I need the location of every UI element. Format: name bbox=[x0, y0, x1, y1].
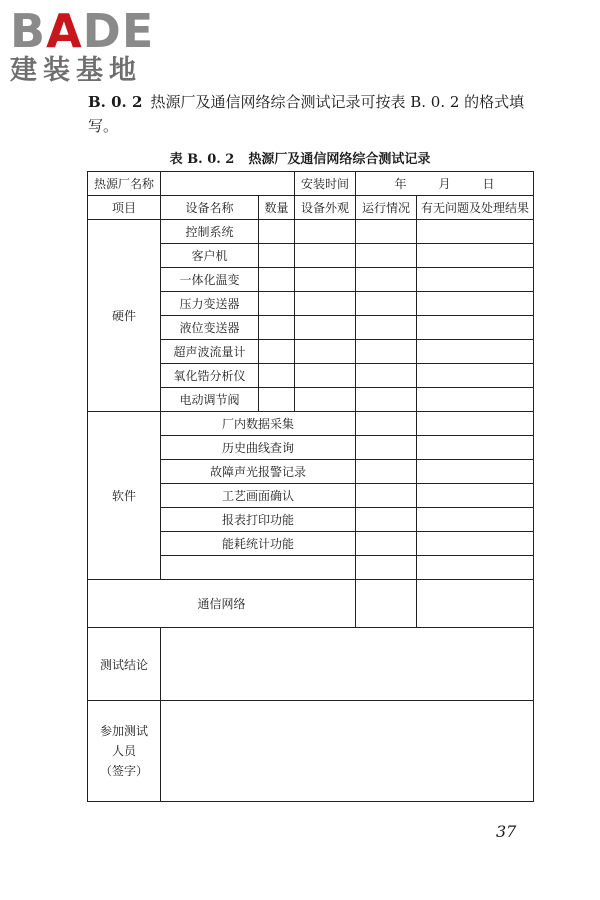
hardware-item: 一体化温变 bbox=[161, 268, 259, 292]
issues-cell[interactable] bbox=[417, 460, 534, 484]
test-record-table bbox=[87, 171, 534, 802]
operation-cell[interactable] bbox=[356, 436, 417, 460]
appearance-cell[interactable] bbox=[295, 340, 356, 364]
hardware-item: 控制系统 bbox=[161, 220, 259, 244]
software-item: 历史曲线查询 bbox=[161, 436, 356, 460]
appearance-cell[interactable] bbox=[295, 292, 356, 316]
table-caption bbox=[0, 148, 600, 167]
issues-cell[interactable] bbox=[417, 508, 534, 532]
logo-title: BADE bbox=[10, 4, 155, 58]
clause-number: B. 0. 2 bbox=[88, 93, 143, 111]
logo-accent-letter: A bbox=[46, 4, 83, 58]
operation-cell[interactable] bbox=[356, 316, 417, 340]
caption-title: 热源厂及通信网络综合测试记录 bbox=[248, 152, 431, 167]
software-item[interactable] bbox=[161, 556, 356, 580]
page-number: 37 bbox=[496, 822, 517, 841]
appearance-cell[interactable] bbox=[295, 220, 356, 244]
operation-cell[interactable] bbox=[356, 220, 417, 244]
table-row bbox=[88, 412, 534, 436]
issues-cell[interactable] bbox=[417, 292, 534, 316]
quantity-cell[interactable] bbox=[259, 340, 295, 364]
personnel-label bbox=[88, 701, 161, 802]
appearance-cell[interactable] bbox=[295, 268, 356, 292]
issues-cell[interactable] bbox=[417, 268, 534, 292]
operation-cell[interactable] bbox=[356, 460, 417, 484]
software-item: 工艺画面确认 bbox=[161, 484, 356, 508]
software-item: 能耗统计功能 bbox=[161, 532, 356, 556]
hardware-label: 硬件 bbox=[88, 220, 161, 412]
plant-name-value[interactable] bbox=[161, 172, 295, 196]
quantity-cell[interactable] bbox=[259, 268, 295, 292]
issues-cell[interactable] bbox=[417, 340, 534, 364]
quantity-cell[interactable] bbox=[259, 388, 295, 412]
table-row-info bbox=[88, 172, 534, 196]
table-row-network bbox=[88, 580, 534, 628]
date-month: 月 bbox=[438, 177, 451, 191]
header-quantity: 数量 bbox=[259, 196, 295, 220]
issues-cell[interactable] bbox=[417, 412, 534, 436]
header-appearance: 设备外观 bbox=[295, 196, 356, 220]
software-item: 厂内数据采集 bbox=[161, 412, 356, 436]
appearance-cell[interactable] bbox=[295, 364, 356, 388]
network-label: 通信网络 bbox=[88, 580, 356, 628]
plant-name-label: 热源厂名称 bbox=[88, 172, 161, 196]
operation-cell[interactable] bbox=[356, 364, 417, 388]
hardware-item: 客户机 bbox=[161, 244, 259, 268]
issues-cell[interactable] bbox=[417, 364, 534, 388]
operation-cell[interactable] bbox=[356, 508, 417, 532]
table-row-conclusion bbox=[88, 628, 534, 701]
hardware-item: 压力变送器 bbox=[161, 292, 259, 316]
table-row bbox=[88, 220, 534, 244]
issues-cell[interactable] bbox=[417, 244, 534, 268]
date-day: 日 bbox=[482, 177, 495, 191]
issues-cell[interactable] bbox=[417, 316, 534, 340]
logo bbox=[10, 4, 180, 88]
issues-cell[interactable] bbox=[417, 556, 534, 580]
appearance-cell[interactable] bbox=[295, 316, 356, 340]
operation-cell[interactable] bbox=[356, 484, 417, 508]
issues-cell[interactable] bbox=[417, 220, 534, 244]
date-year: 年 bbox=[394, 177, 407, 191]
header-operation: 运行情况 bbox=[356, 196, 417, 220]
operation-cell[interactable] bbox=[356, 556, 417, 580]
hardware-item: 液位变送器 bbox=[161, 316, 259, 340]
operation-cell[interactable] bbox=[356, 580, 417, 628]
logo-subtitle: 建装基地 bbox=[10, 55, 142, 86]
hardware-item: 电动调节阀 bbox=[161, 388, 259, 412]
clause-paragraph bbox=[88, 90, 540, 138]
conclusion-value[interactable] bbox=[161, 628, 534, 701]
quantity-cell[interactable] bbox=[259, 316, 295, 340]
operation-cell[interactable] bbox=[356, 244, 417, 268]
install-date-value[interactable] bbox=[356, 172, 534, 196]
issues-cell[interactable] bbox=[417, 484, 534, 508]
personnel-label-line2: 人员 bbox=[111, 744, 136, 758]
software-label: 软件 bbox=[88, 412, 161, 580]
table-header-row bbox=[88, 196, 534, 220]
software-item: 故障声光报警记录 bbox=[161, 460, 356, 484]
personnel-label-line3: （签字） bbox=[99, 764, 148, 778]
header-device-name: 设备名称 bbox=[161, 196, 259, 220]
header-issues: 有无问题及处理结果 bbox=[417, 196, 534, 220]
personnel-label-line1: 参加测试 bbox=[99, 724, 148, 738]
caption-number: 表 B. 0. 2 bbox=[169, 152, 235, 167]
issues-cell[interactable] bbox=[417, 532, 534, 556]
quantity-cell[interactable] bbox=[259, 364, 295, 388]
hardware-item: 氧化锆分析仪 bbox=[161, 364, 259, 388]
appearance-cell[interactable] bbox=[295, 244, 356, 268]
operation-cell[interactable] bbox=[356, 532, 417, 556]
operation-cell[interactable] bbox=[356, 388, 417, 412]
software-item: 报表打印功能 bbox=[161, 508, 356, 532]
issues-cell[interactable] bbox=[417, 388, 534, 412]
quantity-cell[interactable] bbox=[259, 220, 295, 244]
conclusion-label: 测试结论 bbox=[88, 628, 161, 701]
operation-cell[interactable] bbox=[356, 340, 417, 364]
clause-text: 热源厂及通信网络综合测试记录可按表 B. 0. 2 的格式填写。 bbox=[88, 93, 525, 135]
appearance-cell[interactable] bbox=[295, 388, 356, 412]
hardware-item: 超声波流量计 bbox=[161, 340, 259, 364]
operation-cell[interactable] bbox=[356, 292, 417, 316]
header-item: 项目 bbox=[88, 196, 161, 220]
issues-cell[interactable] bbox=[417, 436, 534, 460]
table-row-personnel bbox=[88, 701, 534, 802]
install-time-label: 安装时间 bbox=[295, 172, 356, 196]
issues-cell[interactable] bbox=[417, 580, 534, 628]
operation-cell[interactable] bbox=[356, 268, 417, 292]
personnel-signature[interactable] bbox=[161, 701, 534, 802]
quantity-cell[interactable] bbox=[259, 244, 295, 268]
quantity-cell[interactable] bbox=[259, 292, 295, 316]
operation-cell[interactable] bbox=[356, 412, 417, 436]
